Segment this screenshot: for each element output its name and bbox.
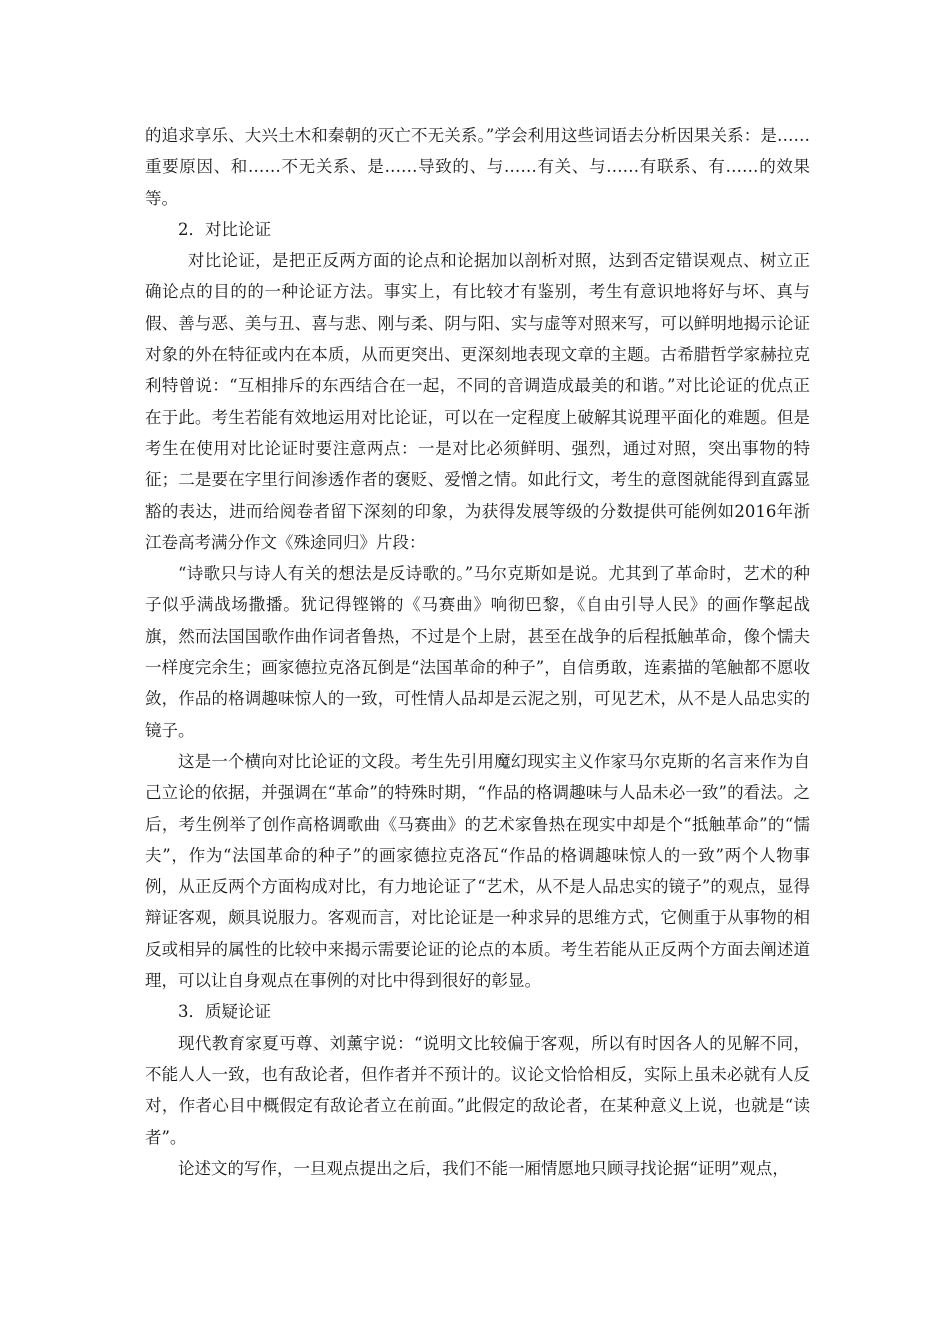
paragraph-causal-words: 的追求享乐、大兴土木和秦朝的灭亡不无关系。”学会利用这些词语去分析因果关系：是……重要原因、和……不无关系、是……导致的、与……有关、与……有联系、有……的效果等。 — [145, 126, 810, 208]
paragraph-example-analysis: 这是一个横向对比论证的文段。考生先引用魔幻现实主义作家马尔克斯的名言来作为自己立论的依据，并强调在“革命”的特殊时期，“作品的格调趣味与人品未必一致”的看法。之后，考生例举了创作高格调歌曲《马赛曲》的艺术家鲁热在现实中却是个“抵触革命”的“懦夫”，作为“法国革命的种子”的画家德拉克洛瓦“作品的格调趣味惊人的一致”两个人物事例，从正反两个方面构成对比，有力地论证了“艺术，从不是人品忠实的镜子”的观点，显得辩证客观，颇具说服力。客观而言，对比论证是一种求异的思维方式，它侧重于从事物的相反或相异的属性的比较中来揭示需要论证的论点的本质。考生若能从正反两个方面去阐述道理，可以让自身观点在事例的对比中得到很好的彰显。 — [145, 751, 810, 991]
paragraph-educator-quote: 现代教育家夏丏尊、刘薰宇说：“说明文比较偏于客观，所以有时因各人的见解不同，不能人人一致，也有敌论者，但作者并不预计的。议论文恰恰相反，实际上虽未必就有人反对，作者心目中概假定有敌论者立在前面。”此假定的敌论者，在某种意义上说，也就是“读者”。 — [145, 1033, 810, 1147]
paragraph-example-excerpt: “诗歌只与诗人有关的想法是反诗歌的。”马尔克斯如是说。尤其到了革命时，艺术的种子似乎满战场撒播。犹记得铿锵的《马赛曲》响彻巴黎，《自由引导人民》的画作擎起战旗，然而法国国歌作曲作词者鲁热，不过是个上尉，甚至在战争的后程抵触革命，像个懦夫一样度完余生；画家德拉克洛瓦倒是“法国革命的种子”，自信勇敢，连素描的笔触都不愿收敛，作品的格调趣味惊人的一致，可性情人品却是云泥之别，可见艺术，从不是人品忠实的镜子。 — [145, 564, 810, 740]
paragraph-argumentative-writing: 论述文的写作，一旦观点提出之后，我们不能一厢情愿地只顾寻找论据“证明”观点， — [178, 1158, 789, 1178]
section-heading-contrast-argument: 2．对比论证 — [178, 219, 271, 239]
paragraph-contrast-definition: 对比论证，是把正反两方面的论点和论据加以剖析对照，达到否定错误观点、树立正确论点的目的的一种论证方法。事实上，有比较才有鉴别，考生有意识地将好与坏、真与假、善与恶、美与丑、喜与悲、刚与柔、阴与阳、实与虚等对照来写，可以鲜明地揭示论证对象的外在特征或内在本质，从而更突出、更深刻地表现文章的主题。古希腊哲学家赫拉克利特曾说：“互相排斥的东西结合在一起，不同的音调造成最美的和谐。”对比论证的优点正在于此。考生若能有效地运用对比论证，可以在一定程度上破解其说理平面化的难题。但是考生在使用对比论证时要注意两点：一是对比必须鲜明、强烈，通过对照，突出事物的特征；二是要在字里行间渗透作者的褒贬、爱憎之情。如此行文，考生的意图就能得到直露显豁的表达，进而给阅卷者留下深刻的印象，为获得发展等级的分数提供可能例如2016年浙江卷高考满分作文《殊途同归》片段： — [145, 251, 810, 552]
document-page — [145, 120, 810, 1184]
section-heading-questioning-argument: 3．质疑论证 — [178, 1002, 271, 1022]
